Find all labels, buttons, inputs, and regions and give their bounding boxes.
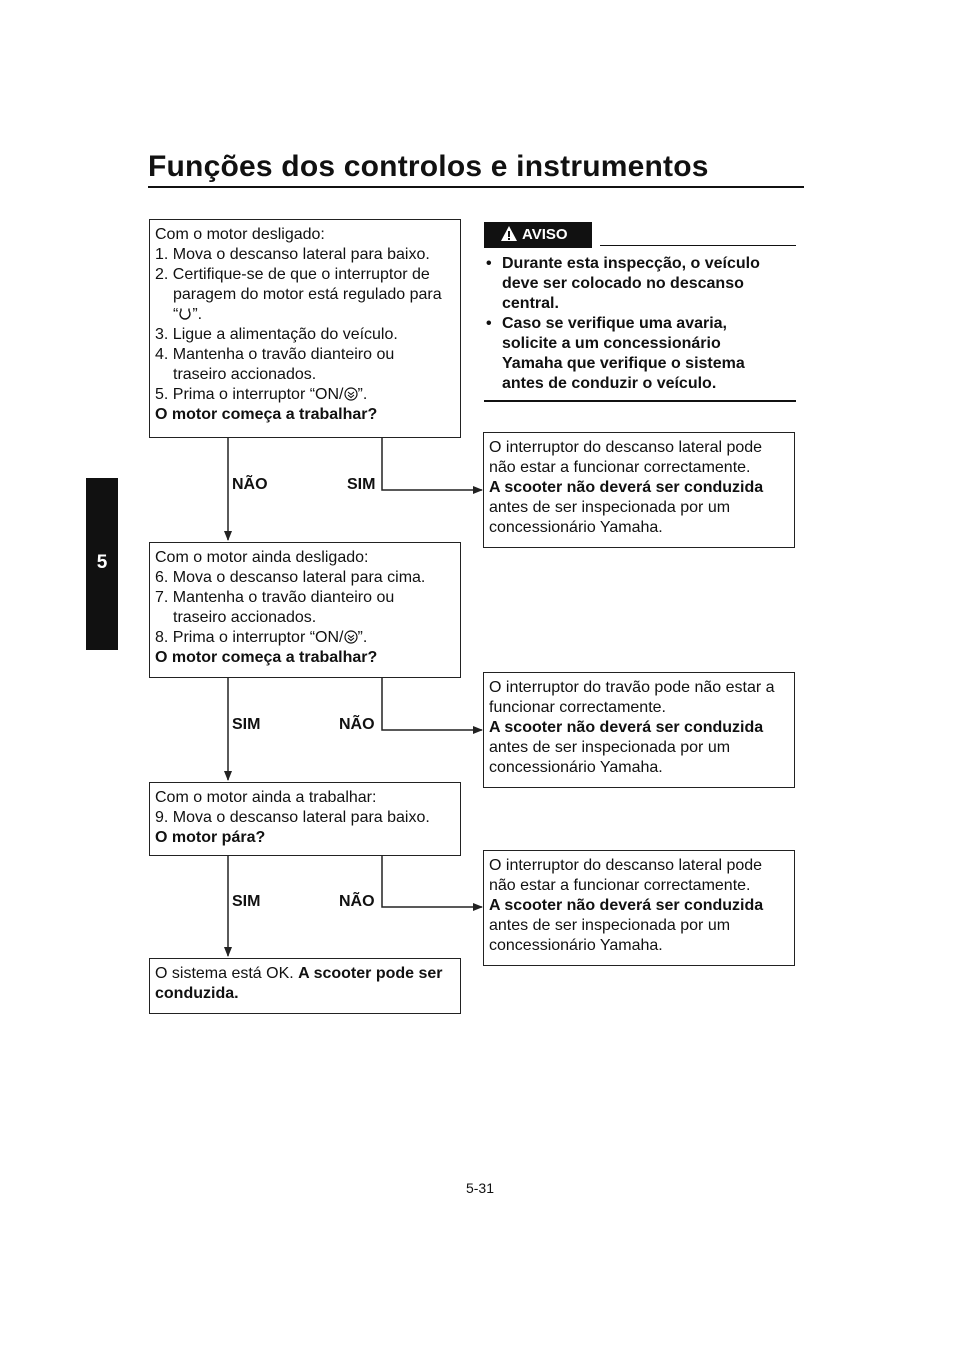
label-sim-2: SIM [232,716,261,733]
step1-box [149,219,461,438]
label-sim-1: SIM [347,476,376,493]
engine-run-icon [178,307,192,321]
step3-question: O motor pára? [155,829,266,846]
page-number: 5-31 [465,1180,495,1196]
final-text: O sistema está OK. [155,965,294,982]
step1-line5: 5. Prima o interruptor “ON/ ”. [155,386,368,403]
step3-box [149,782,461,856]
step1-line1: 1. Mova o descanso lateral para baixo. [155,246,430,263]
warning-top-rule [600,245,796,246]
step2-line7a: 7. Mantenha o travão dianteiro ou [155,589,395,606]
result3-box: O interruptor do descanso lateral pode não estar a funcionar correctamente. A scooter não deverá ser conduzida antes de ser inspecionada por um concessionário Yamaha. [483,850,795,966]
warning-list [484,254,784,394]
label-sim-3: SIM [232,893,261,910]
warning-item: • Caso se verifique uma avaria, solicite a um concessionário Yamaha que verifique o sistema antes de conduzir o veículo. [484,314,784,394]
step1-line2c: “ ”. [173,306,203,323]
step1-line2b: paragem do motor está regulado para [173,286,442,303]
result1-box: O interruptor do descanso lateral pode não estar a funcionar correctamente. A scooter não deverá ser conduzida antes de ser inspecionada por um concessionário Yamaha. [483,432,795,548]
right-connector-1 [382,437,482,490]
step3-intro: Com o motor ainda a trabalhar: [155,789,377,806]
label-nao-3: NÃO [339,893,375,910]
step2-box [149,542,461,678]
chapter-tab: 5 [86,478,118,650]
warning-header [484,222,592,248]
right-connector-2 [382,677,482,730]
step1-line4b: traseiro accionados. [173,366,317,383]
final-box [149,958,461,1014]
final-bold-a: A scooter pode ser [298,965,443,982]
step1-line4a: 4. Mantenha o travão dianteiro ou [155,346,395,363]
step1-line2a: 2. Certifique-se de que o interruptor de [155,266,430,283]
step2-intro: Com o motor ainda desligado: [155,549,369,566]
step1-line3: 3. Ligue a alimentação do veículo. [155,326,398,343]
result2-box: O interruptor do travão pode não estar a funcionar correctamente. A scooter não deverá ser conduzida antes de ser inspecionada por um concessionário Yamaha. [483,672,795,788]
page-title: Funções dos controlos e instrumentos [148,150,709,183]
warning-triangle-icon [500,225,518,243]
right-connector-3 [382,855,482,907]
step1-intro: Com o motor desligado: [155,226,325,243]
label-nao-2: NÃO [339,716,375,733]
step3-line9: 9. Mova o descanso lateral para baixo. [155,809,430,826]
step1-question: O motor começa a trabalhar? [155,406,378,423]
final-bold-b: conduzida. [155,985,239,1002]
step2-line6: 6. Mova o descanso lateral para cima. [155,569,426,586]
label-nao-1: NÃO [232,476,268,493]
start-switch-icon [344,630,358,644]
warning-item: • Durante esta inspecção, o veículo deve ser colocado no descanso central. [484,254,784,314]
step2-line8: 8. Prima o interruptor “ON/ ”. [155,629,368,646]
step2-question: O motor começa a trabalhar? [155,649,378,666]
warning-bottom-rule [484,400,796,402]
warning-label: AVISO [522,226,568,243]
step2-line7b: traseiro accionados. [173,609,317,626]
start-switch-icon [344,387,358,401]
